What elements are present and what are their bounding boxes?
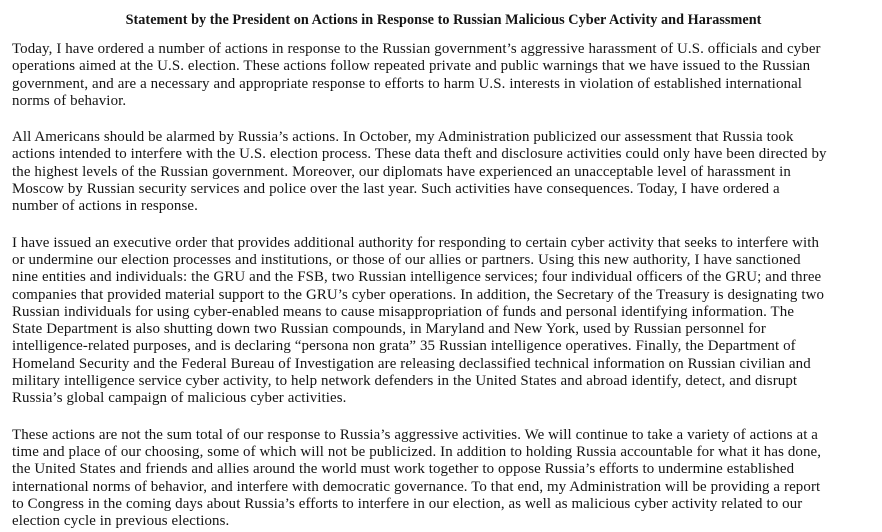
paragraph-4: [12, 427, 875, 531]
paragraph-line: military intelligence service cyber activity, to help network defenders in the United States and abroad identify, detect, and disrupt: [12, 373, 798, 390]
paragraph-line: operations aimed at the U.S. election. These actions follow repeated private and public warnings that we have issued to the Russian: [12, 58, 811, 75]
paragraph-line: time and place of our choosing, some of which will not be publicized. In addition to holding Russia accountable for what it has done,: [12, 443, 822, 460]
paragraph-line: norms of behavior.: [12, 92, 127, 109]
statement-title: Statement by the President on Actions in Response to Russian Malicious Cyber Activity and Harassment: [125, 12, 762, 28]
paragraph-line: the highest levels of the Russian government. Moreover, our diplomats have experienced an unacceptable level of harassment in: [12, 163, 791, 180]
paragraph-1: [12, 41, 875, 110]
paragraph-line: companies that provided material support to the GRU’s cyber operations. In addition, the Secretary of the Treasury is designating two: [12, 286, 825, 303]
paragraph-3: [12, 235, 875, 408]
paragraph-line: Homeland Security and the Federal Bureau of Investigation are releasing declassified technical information on Russian civilian and: [12, 355, 811, 372]
paragraph-line: international norms of behavior, and interfere with democratic governance. To that end, my Administration will be providing a report: [12, 478, 821, 495]
paragraph-line: intelligence-related purposes, and is declaring “persona non grata” 35 Russian intelligence operatives. Finally, the Department of: [12, 338, 796, 355]
paragraph-line: Russian individuals for using cyber-enabled means to cause misappropriation of funds and personal identifying information. The: [12, 303, 795, 320]
paragraph-line: nine entities and individuals: the GRU and the FSB, two Russian intelligence services; four individual officers of the GRU; and three: [12, 269, 822, 286]
paragraph-line: actions intended to interfere with the U.S. election process. These data theft and disclosure activities could only have been directed by: [12, 146, 827, 163]
paragraph-line: government, and are a necessary and appropriate response to efforts to harm U.S. interests in violation of established international: [12, 75, 803, 92]
paragraph-line: to Congress in the coming days about Russia’s efforts to interfere in our election, as well as malicious cyber activity related to our: [12, 495, 803, 512]
paragraph-line: the United States and friends and allies around the world must work together to oppose Russia’s efforts to undermine established: [12, 461, 795, 478]
paragraph-line: number of actions in response.: [12, 198, 198, 215]
paragraph-line: Russia’s global campaign of malicious cyber activities.: [12, 390, 347, 407]
paragraph-line: All Americans should be alarmed by Russia’s actions. In October, my Administration publicized our assessment that Russia took: [12, 129, 794, 146]
paragraph-line: Moscow by Russian security services and police over the last year. Such activities have consequences. Today, I have ordered a: [12, 181, 780, 198]
paragraph-line: Today, I have ordered a number of actions in response to the Russian government’s aggressive harassment of U.S. officials and cyber: [12, 41, 821, 57]
paragraph-line: State Department is also shutting down two Russian compounds, in Maryland and New York, used by Russian personnel for: [12, 321, 766, 338]
paragraph-line: These actions are not the sum total of our response to Russia’s aggressive activities. We will continue to take a variety of actions at a: [12, 426, 819, 443]
paragraph-line: I have issued an executive order that provides additional authority for responding to certain cyber activity that seeks to interfere with: [12, 234, 820, 251]
paragraph-line: election cycle in previous elections.: [12, 513, 230, 530]
paragraph-2: [12, 129, 875, 215]
paragraph-line: or undermine our election processes and institutions, or those of our allies or partners. Using this new authority, I have sanctioned: [12, 251, 801, 268]
